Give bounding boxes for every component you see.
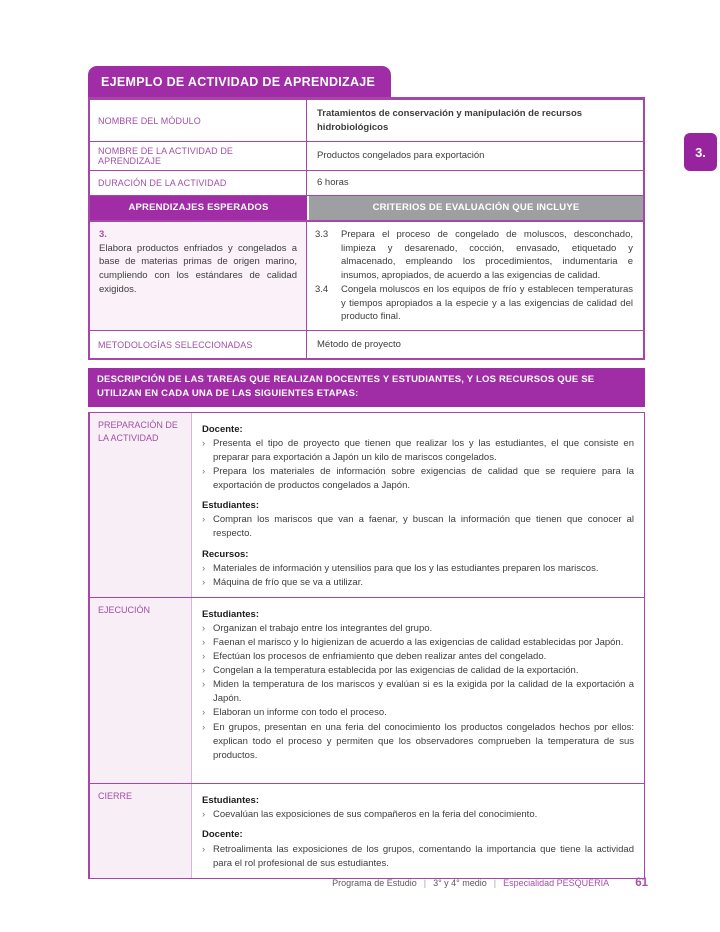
group-heading: Docente: <box>202 423 243 435</box>
activity-info-table <box>88 97 645 360</box>
objective-text: Elabora productos enfriados y congelados a base de materias primas de origen marino, cumpliendo con los estándares de calidad exigidos. <box>99 242 297 295</box>
bullet-item <box>202 465 634 493</box>
bullet-icon: › <box>202 437 206 449</box>
bullet-list <box>202 513 634 541</box>
bullet-text: Materiales de información y utensilios para que los y las estudiantes preparen los mariscos. <box>213 562 599 574</box>
row-label: NOMBRE DEL MÓDULO <box>90 100 307 141</box>
table-row <box>90 142 643 171</box>
bullet-item <box>202 664 634 678</box>
bullet-icon: › <box>202 576 206 588</box>
row-value: 6 horas <box>317 177 349 188</box>
bullet-icon: › <box>202 623 206 635</box>
footer-grade: 3° y 4° medio <box>433 878 487 888</box>
table-row <box>90 171 643 196</box>
page-title: EJEMPLO DE ACTIVIDAD DE APRENDIZAJE <box>88 66 391 97</box>
bullet-item <box>202 843 634 871</box>
footer-separator: | <box>493 878 497 888</box>
bullet-text: Prepara los materiales de información sobre exigencias de calidad que se requiere para la exportación de productos congelados a Japón. <box>213 466 634 492</box>
bullet-item <box>202 513 634 541</box>
bullet-text: Retroalimenta las exposiciones de los grupos, comentando la importancia que tiene la actividad para el rol profesional de sus estudiantes. <box>213 843 634 869</box>
bullet-text: Coevalúan las exposiciones de sus compañeros en la feria del conocimiento. <box>213 809 538 821</box>
bullet-item <box>202 721 634 763</box>
document-content <box>88 66 645 879</box>
bullet-text: Efectúan los procesos de enfriamiento que deben realizar antes del congelado. <box>213 651 547 663</box>
chapter-side-tab: 3. <box>684 133 717 171</box>
learning-header-left: APRENDIZAJES ESPERADOS <box>90 196 307 220</box>
methodology-row <box>90 331 643 358</box>
criteria-number: 3.3 <box>315 228 329 240</box>
stage-row <box>90 784 644 878</box>
bullet-text: Elaboran un informe con todo el proceso. <box>213 707 387 719</box>
learning-header-row <box>90 196 643 222</box>
group-heading: Docente: <box>202 829 243 841</box>
stage-content <box>192 598 644 783</box>
bullet-text: Organizan el trabajo entre los integrantes del grupo. <box>213 623 433 635</box>
learning-body-row <box>90 222 643 331</box>
bullet-item <box>202 562 634 576</box>
bullet-text: Faenan el marisco y lo higienizan de acuerdo a las exigencias de calidad establecidas por Japón. <box>213 637 624 649</box>
bullet-list <box>202 808 634 822</box>
stage-label: PREPARACIÓN DE LA ACTIVIDAD <box>90 413 192 597</box>
criteria-text: Prepara el proceso de congelado de moluscos, desconchado, limpieza y desarenado, cocción, envasado, etiquetado y almacenado, empleando los procedimientos, indumentaria e insumos, apropiados, de acuerdo a las exigencias de calidad. <box>341 228 633 282</box>
footer-specialty: Especialidad PESQUERÍA <box>503 878 610 888</box>
row-label: METODOLOGÍAS SELECCIONADAS <box>90 331 307 358</box>
bullet-item <box>202 636 634 650</box>
bullet-icon: › <box>202 514 206 526</box>
bullet-icon: › <box>202 665 206 677</box>
stages-table <box>88 412 645 879</box>
stage-row <box>90 413 644 598</box>
row-value: Método de proyecto <box>317 338 401 350</box>
bullet-item <box>202 678 634 706</box>
bullet-list <box>202 843 634 871</box>
bullet-item <box>202 576 634 590</box>
bullet-icon: › <box>202 707 206 719</box>
bullet-item <box>202 706 634 720</box>
row-label: NOMBRE DE LA ACTIVIDAD DE APRENDIZAJE <box>90 142 307 170</box>
row-value: Productos congelados para exportación <box>317 150 485 162</box>
bullet-list <box>202 622 634 762</box>
stage-label: EJECUCIÓN <box>90 598 192 783</box>
bullet-icon: › <box>202 637 206 649</box>
bullet-icon: › <box>202 466 206 478</box>
stage-label: CIERRE <box>90 784 192 878</box>
footer-separator: | <box>423 878 427 888</box>
stage-row <box>90 598 644 784</box>
bullet-item <box>202 622 634 636</box>
bullet-item <box>202 437 634 465</box>
bullet-icon: › <box>202 843 206 855</box>
bullet-text: Congelan a la temperatura establecida por las exigencias de calidad de la exportación. <box>213 665 579 677</box>
bullet-text: Presenta el tipo de proyecto que tienen que realizar los y las estudiantes, el que consiste en preparar para exportación a Japón un kilo de mariscos congelados. <box>213 437 634 463</box>
criteria-text: Congela moluscos en los equipos de frío y establecen temperaturas y tiempos apropiados a la especie y a las exigencias de calidad del producto final. <box>341 283 633 323</box>
bullet-icon: › <box>202 679 206 691</box>
group-heading: Estudiantes: <box>202 794 260 806</box>
bullet-text: Compran los mariscos que van a faenar, y buscan la información que tienen que conocer al respecto. <box>213 514 634 540</box>
description-banner: DESCRIPCIÓN DE LAS TAREAS QUE REALIZAN DOCENTES Y ESTUDIANTES, Y LOS RECURSOS QUE SE UTILIZAN EN CADA UNA DE LAS SIGUIENTES ETAPAS: <box>88 368 645 407</box>
bullet-text: Miden la temperatura de los mariscos y evalúan si es la exigida por la calidad de la exportación a Japón. <box>213 679 634 705</box>
group-heading: Estudiantes: <box>202 608 260 620</box>
page-number: 61 <box>635 877 648 889</box>
bullet-icon: › <box>202 721 206 733</box>
bullet-icon: › <box>202 809 206 821</box>
stage-content <box>192 784 644 878</box>
table-row <box>90 100 643 142</box>
criteria-item <box>315 283 633 324</box>
bullet-icon: › <box>202 651 206 663</box>
bullet-list <box>202 437 634 493</box>
bullet-text: Máquina de frío que se va a utilizar. <box>213 576 363 588</box>
criteria-number: 3.4 <box>315 283 329 295</box>
row-label: DURACIÓN DE LA ACTIVIDAD <box>90 171 307 195</box>
footer-program: Programa de Estudio <box>332 878 417 888</box>
criteria-cell <box>307 222 643 330</box>
group-heading: Recursos: <box>202 548 249 560</box>
objective-cell <box>90 222 307 330</box>
bullet-text: En grupos, presentan en una feria del conocimiento los productos congelados hechos por ellos: explican todo el proceso y permiten que los observadores comprueben la temperatura de sus productos. <box>213 721 634 761</box>
bullet-item <box>202 808 634 822</box>
group-heading: Estudiantes: <box>202 500 260 512</box>
bullet-icon: › <box>202 562 206 574</box>
learning-header-right: CRITERIOS DE EVALUACIÓN QUE INCLUYE <box>307 196 643 220</box>
row-value: Tratamientos de conservación y manipulación de recursos hidrobiológicos <box>317 107 583 133</box>
bullet-list <box>202 562 634 590</box>
bullet-item <box>202 650 634 664</box>
stage-content <box>192 413 644 597</box>
criteria-item <box>315 228 633 283</box>
footer <box>332 877 648 889</box>
objective-number: 3. <box>99 228 107 240</box>
